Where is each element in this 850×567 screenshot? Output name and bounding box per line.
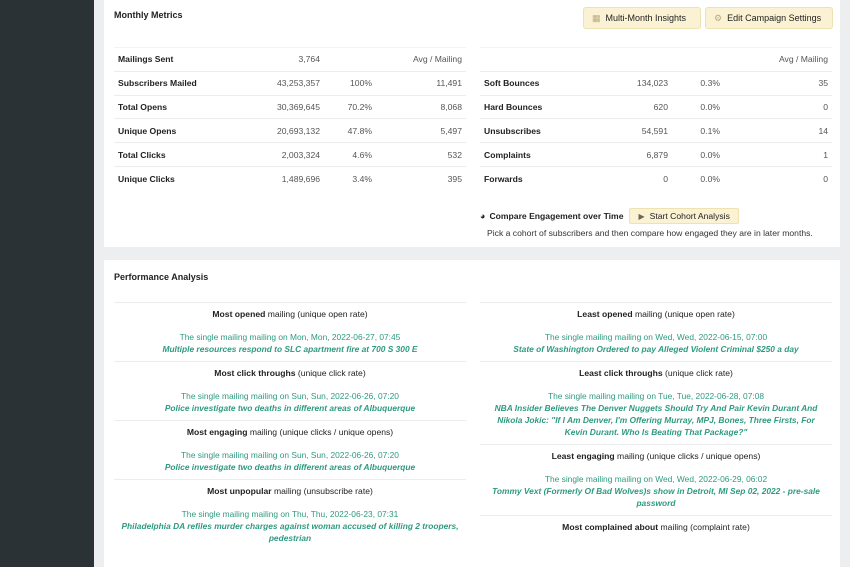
- metric-value: 1,489,696: [224, 166, 324, 190]
- metric-row: [114, 166, 466, 190]
- metric-average: 11,491: [376, 71, 466, 95]
- multi-month-insights-button[interactable]: [583, 7, 701, 29]
- metric-label: Mailings Sent: [114, 48, 224, 72]
- cohort-section: [480, 208, 832, 238]
- mailing-subject[interactable]: Police investigate two deaths in different areas of Albuquerque: [164, 403, 416, 413]
- section-title-rest: mailing (unique open rate): [632, 309, 735, 319]
- performance-section: [114, 361, 466, 420]
- metric-label: Unsubscribes: [480, 119, 590, 143]
- multi-month-insights-label: Multi-Month Insights: [605, 13, 687, 23]
- metric-value: 620: [590, 95, 672, 119]
- metric-value: 54,591: [590, 119, 672, 143]
- metric-value: 134,023: [590, 71, 672, 95]
- monthly-metrics-card: [104, 0, 840, 247]
- metric-label: Total Clicks: [114, 143, 224, 167]
- metric-average: 395: [376, 166, 466, 190]
- performance-section: [480, 444, 832, 515]
- performance-section: [114, 420, 466, 479]
- mailing-subject[interactable]: Multiple resources respond to SLC apartment fire at 700 S 300 E: [162, 344, 418, 354]
- pie-chart-icon: ◕: [480, 211, 486, 221]
- mailing-link[interactable]: The single mailing mailing on Sun, Sun, 2022-06-26, 07:20: [181, 391, 399, 401]
- performance-section: [114, 479, 466, 550]
- metric-row: [480, 95, 832, 119]
- section-title-rest: mailing (unique clicks / unique opens): [247, 427, 394, 437]
- section-title-bold: Most unpopular: [207, 486, 272, 496]
- performance-section-title: [120, 486, 460, 497]
- performance-section-title: [486, 368, 826, 379]
- metric-label: Soft Bounces: [480, 71, 590, 95]
- metric-row: [480, 119, 832, 143]
- metric-average: 14: [724, 119, 832, 143]
- metric-label: Subscribers Mailed: [114, 71, 224, 95]
- mailing-link[interactable]: The single mailing mailing on Wed, Wed, 2022-06-29, 06:02: [544, 474, 768, 484]
- section-title-bold: Most complained about: [562, 522, 659, 532]
- performance-section: [480, 515, 832, 539]
- performance-left-column: [114, 302, 466, 550]
- metric-row: [114, 95, 466, 119]
- metric-percent: [324, 48, 376, 72]
- mailing-subject[interactable]: Tommy Vext (Formerly Of Bad Wolves)s show in Detroit, MI Sep 02, 2022 - pre-sale password: [492, 486, 820, 508]
- metric-percent: 4.6%: [324, 143, 376, 167]
- cohort-title: Compare Engagement over Time: [489, 211, 624, 221]
- metric-average: 35: [724, 71, 832, 95]
- section-title-bold: Most opened: [212, 309, 266, 319]
- metric-percent: 0.1%: [672, 119, 724, 143]
- performance-analysis-card: [104, 260, 840, 567]
- section-title-bold: Most engaging: [186, 427, 248, 437]
- performance-section-title: [486, 522, 826, 533]
- metric-percent: 3.4%: [324, 166, 376, 190]
- metric-label: Complaints: [480, 143, 590, 167]
- performance-right-column: [480, 302, 832, 539]
- metrics-table-left: [114, 47, 466, 190]
- metric-average: Avg / Mailing: [376, 48, 466, 72]
- metrics-table-right: [480, 47, 832, 190]
- section-title-bold: Least engaging: [551, 451, 615, 461]
- mailing-subject[interactable]: State of Washington Ordered to pay Alleged Violent Criminal $250 a day: [513, 344, 799, 354]
- metric-average: 0: [724, 95, 832, 119]
- section-title-bold: Most click throughs: [214, 368, 296, 378]
- metric-value: 30,369,645: [224, 95, 324, 119]
- metric-average: 5,497: [376, 119, 466, 143]
- section-title-rest: mailing (complaint rate): [658, 522, 750, 532]
- section-title-rest: mailing (unique open rate): [265, 309, 368, 319]
- performance-analysis-title: Performance Analysis: [114, 272, 209, 282]
- metric-row: [480, 166, 832, 190]
- start-cohort-analysis-label: Start Cohort Analysis: [649, 211, 730, 221]
- mailing-link[interactable]: The single mailing mailing on Wed, Wed, 2022-06-15, 07:00: [544, 332, 768, 342]
- metric-value: 43,253,357: [224, 71, 324, 95]
- mailing-subject[interactable]: Philadelphia DA refiles murder charges against woman accused of killing 2 troopers, pedestrian: [121, 521, 459, 543]
- metric-average: 1: [724, 143, 832, 167]
- section-title-bold: Least click throughs: [579, 368, 663, 378]
- mailing-link[interactable]: The single mailing mailing on Thu, Thu, 2022-06-23, 07:31: [181, 509, 399, 519]
- monthly-metrics-title: Monthly Metrics: [114, 10, 183, 20]
- performance-section: [480, 361, 832, 444]
- metric-row: [480, 71, 832, 95]
- metric-label: Unique Opens: [114, 119, 224, 143]
- metric-label: Total Opens: [114, 95, 224, 119]
- performance-section-title: [120, 427, 460, 438]
- metric-percent: 0.0%: [672, 143, 724, 167]
- section-title-rest: (unique click rate): [295, 368, 366, 378]
- metric-label: Hard Bounces: [480, 95, 590, 119]
- calendar-icon: ▦: [592, 12, 601, 23]
- metric-value: 2,003,324: [224, 143, 324, 167]
- metric-value: 0: [590, 166, 672, 190]
- metric-row: [480, 143, 832, 167]
- metric-percent: 70.2%: [324, 95, 376, 119]
- mailing-link[interactable]: The single mailing mailing on Mon, Mon, 2022-06-27, 07:45: [179, 332, 401, 342]
- metric-average: Avg / Mailing: [724, 48, 832, 72]
- section-title-rest: mailing (unique clicks / unique opens): [614, 451, 761, 461]
- mailing-link[interactable]: The single mailing mailing on Sun, Sun, 2022-06-26, 07:20: [181, 450, 399, 460]
- edit-campaign-settings-button[interactable]: [705, 7, 833, 29]
- edit-campaign-settings-label: Edit Campaign Settings: [727, 13, 822, 23]
- performance-section-title: [120, 309, 460, 320]
- metric-percent: 0.3%: [672, 71, 724, 95]
- gear-icon: ⚙: [714, 12, 723, 23]
- metric-row: [480, 48, 832, 72]
- play-icon: ▶: [638, 211, 645, 221]
- metric-percent: 0.0%: [672, 95, 724, 119]
- metric-percent: [672, 48, 724, 72]
- metric-percent: 47.8%: [324, 119, 376, 143]
- metric-average: 8,068: [376, 95, 466, 119]
- metric-value: 6,879: [590, 143, 672, 167]
- mailing-subject[interactable]: Police investigate two deaths in different areas of Albuquerque: [164, 462, 416, 472]
- section-title-rest: mailing (unsubscribe rate): [271, 486, 373, 496]
- metric-row: [114, 48, 466, 72]
- metric-percent: 100%: [324, 71, 376, 95]
- performance-section-title: [486, 309, 826, 320]
- metric-value: [590, 48, 672, 72]
- metric-label: Unique Clicks: [114, 166, 224, 190]
- metric-row: [114, 143, 466, 167]
- metric-average: 532: [376, 143, 466, 167]
- section-title-bold: Least opened: [577, 309, 633, 319]
- metric-row: [114, 71, 466, 95]
- metric-value: 3,764: [224, 48, 324, 72]
- performance-section-title: [486, 451, 826, 462]
- mailing-link[interactable]: The single mailing mailing on Tue, Tue, 2022-06-28, 07:08: [547, 391, 765, 401]
- metric-label: [480, 48, 590, 72]
- metric-row: [114, 119, 466, 143]
- performance-section-title: [120, 368, 460, 379]
- cohort-description: Pick a cohort of subscribers and then compare how engaged they are in later months.: [487, 228, 813, 238]
- metric-label: Forwards: [480, 166, 590, 190]
- performance-section: [480, 302, 832, 361]
- start-cohort-analysis-button[interactable]: [629, 208, 738, 224]
- metric-average: 0: [724, 166, 832, 190]
- mailing-subject[interactable]: NBA Insider Believes The Denver Nuggets Should Try And Pair Kevin Durant And Nikola Jokic: "If I Am Denver, I'm Offering Murray, MPJ, Bones, Three Firsts, For Kevin Durant. Who Is Beating That Package?": [494, 403, 818, 437]
- performance-section: [114, 302, 466, 361]
- metric-value: 20,693,132: [224, 119, 324, 143]
- section-title-rest: (unique click rate): [662, 368, 733, 378]
- sidebar: [0, 0, 94, 567]
- metric-percent: 0.0%: [672, 166, 724, 190]
